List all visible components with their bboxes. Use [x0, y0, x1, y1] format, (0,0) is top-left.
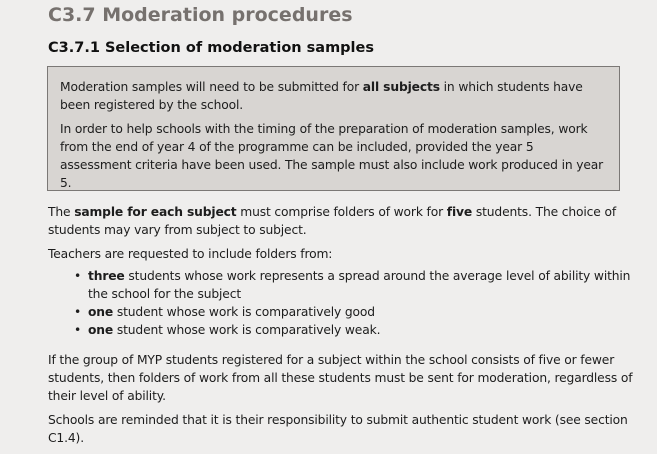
paragraph-teachers-request: Teachers are requested to include folders from:: [48, 247, 333, 261]
box-paragraph-2: In order to help schools with the timing of the preparation of moderation samples, work from the end of year 4 of the programme can be included, provided the year 5 assessment criteria have been used. The sample must also include work produced in year 5.: [60, 122, 604, 190]
bullet-icon: •: [74, 305, 82, 319]
emphasis-all-subjects: all subjects: [362, 80, 440, 94]
bullet-icon: •: [74, 323, 82, 337]
paragraph-authentic-work: Schools are reminded that it is their responsibility to submit authentic student work (see section C1.4).: [48, 413, 628, 445]
list-item: • three students whose work represents a spread around the average level of ability within the school for the subject: [74, 269, 631, 301]
section-heading: C3.7 Moderation procedures: [48, 4, 353, 26]
bullet-icon: •: [74, 269, 82, 283]
folder-list: [48, 267, 648, 339]
emphasis-sample-for-each-subject: sample for each subject: [74, 205, 237, 219]
paragraph-sample-requirements: The sample for each subject must comprise folders of work for five students. The choice of students may vary from subject to subject.: [48, 205, 616, 237]
subsection-heading: C3.7.1 Selection of moderation samples: [48, 40, 374, 56]
list-item: • one student whose work is comparatively good: [74, 305, 375, 319]
paragraph-small-groups: If the group of MYP students registered for a subject within the school consists of five or fewer students, then folders of work from all these students must be sent for moderation, regardless of their level of ability.: [48, 353, 633, 403]
list-item: • one student whose work is comparatively weak.: [74, 323, 381, 337]
box-paragraph-1: Moderation samples will need to be submitted for all subjects in which students have been registered by the school.: [60, 80, 583, 112]
emphasis-five: five: [446, 205, 473, 219]
highlight-box: [47, 66, 620, 191]
body-text: [48, 203, 648, 447]
